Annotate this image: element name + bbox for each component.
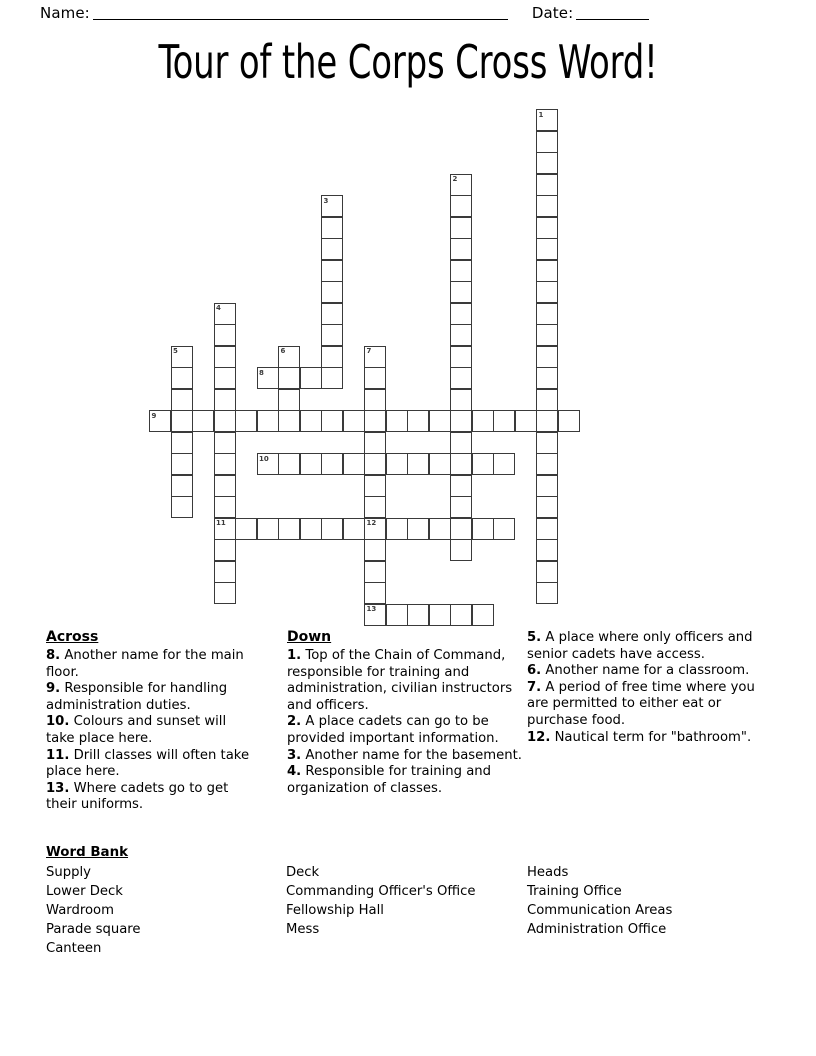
crossword-cell[interactable] <box>536 152 558 174</box>
crossword-cell[interactable] <box>536 217 558 239</box>
clue-across-8[interactable] <box>46 648 258 681</box>
word-bank-item: Fellowship Hall <box>286 903 384 918</box>
clue-number: 8. <box>46 648 61 663</box>
crossword-cell[interactable] <box>171 496 193 518</box>
crossword-cell-number: 3 <box>323 196 329 205</box>
clue-across-9[interactable] <box>46 681 258 714</box>
crossword-cell[interactable] <box>450 260 472 282</box>
clue-text: Drill classes will often take place here. <box>46 747 250 780</box>
crossword-cell[interactable] <box>386 518 408 540</box>
crossword-cell[interactable] <box>515 410 537 432</box>
clue-number: 6. <box>527 663 542 679</box>
crossword-cell[interactable] <box>429 453 451 475</box>
crossword-cell[interactable] <box>536 475 558 497</box>
crossword-cell[interactable] <box>450 432 472 454</box>
clue-across-11[interactable] <box>46 748 258 781</box>
crossword-cell[interactable] <box>235 410 257 432</box>
crossword-cell[interactable] <box>171 346 193 368</box>
crossword-cell[interactable] <box>171 367 193 389</box>
crossword-cell[interactable] <box>364 432 386 454</box>
crossword-cell[interactable] <box>407 410 429 432</box>
clue-down-2[interactable] <box>287 714 522 747</box>
crossword-cell[interactable] <box>536 131 558 153</box>
clue-text: Top of the Chain of Command, responsible for training and administration, civilian instructors and officers. <box>287 648 513 713</box>
crossword-cell[interactable] <box>450 518 472 540</box>
crossword-cell[interactable] <box>364 518 386 540</box>
crossword-cell[interactable] <box>536 346 558 368</box>
crossword-cell[interactable] <box>450 346 472 368</box>
word-bank-item: Canteen <box>46 941 102 956</box>
word-bank-column-3 <box>527 863 777 939</box>
crossword-cell[interactable] <box>450 389 472 411</box>
crossword-cell[interactable] <box>536 582 558 604</box>
down-clues-column-left <box>287 628 522 797</box>
clue-across-10[interactable] <box>46 714 258 747</box>
crossword-cell[interactable] <box>171 453 193 475</box>
crossword-cell[interactable] <box>364 582 386 604</box>
crossword-cell[interactable] <box>450 217 472 239</box>
crossword-cell[interactable] <box>364 561 386 583</box>
crossword-cell[interactable] <box>321 281 343 303</box>
crossword-cell[interactable] <box>214 453 236 475</box>
crossword-cell[interactable] <box>429 604 451 626</box>
crossword-cell[interactable] <box>171 389 193 411</box>
crossword-cell[interactable] <box>536 281 558 303</box>
word-bank-columns <box>46 863 776 963</box>
crossword-cell[interactable] <box>536 303 558 325</box>
crossword-cell-number: 5 <box>173 347 178 355</box>
clue-down-12[interactable] <box>527 730 772 747</box>
crossword-cell[interactable] <box>450 281 472 303</box>
crossword-cell[interactable] <box>278 518 300 540</box>
crossword-cell[interactable] <box>171 432 193 454</box>
clue-text: Where cadets go to get their uniforms. <box>46 780 229 813</box>
crossword-cell[interactable] <box>321 346 343 368</box>
date-label: Date: <box>531 4 574 22</box>
crossword-cell[interactable] <box>321 324 343 346</box>
crossword-cell[interactable] <box>536 109 558 131</box>
crossword-cell[interactable] <box>278 453 300 475</box>
word-bank-item: Mess <box>286 922 320 937</box>
clue-number: 12. <box>527 729 551 745</box>
crossword-cell[interactable] <box>536 518 558 540</box>
clue-number: 13. <box>46 780 70 796</box>
word-bank-item: Administration Office <box>527 922 667 937</box>
clue-down-3[interactable] <box>287 748 522 765</box>
crossword-cell[interactable] <box>214 561 236 583</box>
word-bank-item: Supply <box>46 865 91 880</box>
crossword-cell[interactable] <box>214 475 236 497</box>
crossword-cell[interactable] <box>192 410 214 432</box>
crossword-cell-number: 4 <box>216 304 221 312</box>
crossword-cell[interactable] <box>364 496 386 518</box>
crossword-cell-number: 12 <box>366 519 377 527</box>
crossword-cell[interactable] <box>493 518 515 540</box>
word-bank-item: Deck <box>286 865 320 880</box>
crossword-cell[interactable] <box>321 195 343 217</box>
crossword-cell[interactable] <box>450 238 472 260</box>
crossword-cell-number: 9 <box>151 411 157 420</box>
crossword-cell[interactable] <box>536 539 558 561</box>
crossword-cell[interactable] <box>450 604 472 626</box>
word-bank-item: Communication Areas <box>527 903 673 918</box>
crossword-cell[interactable] <box>214 518 236 540</box>
word-bank-item: Parade square <box>46 922 141 937</box>
crossword-cell[interactable] <box>386 453 408 475</box>
crossword-cell[interactable] <box>407 453 429 475</box>
crossword-cell[interactable] <box>214 346 236 368</box>
clue-down-5[interactable] <box>527 630 772 663</box>
crossword-cell[interactable] <box>300 410 322 432</box>
crossword-cell-number: 10 <box>259 454 269 463</box>
crossword-cell[interactable] <box>364 604 386 626</box>
crossword-cell[interactable] <box>321 367 343 389</box>
clue-number: 10. <box>46 714 70 730</box>
clue-number: 1. <box>287 648 302 663</box>
clue-text: Another name for a classroom. <box>541 663 750 679</box>
clue-across-13[interactable] <box>46 781 258 814</box>
crossword-cell-number: 13 <box>366 605 377 613</box>
crossword-cell[interactable] <box>536 410 558 432</box>
crossword-cell[interactable] <box>407 604 429 626</box>
crossword-cell[interactable] <box>278 410 300 432</box>
crossword-cell[interactable] <box>321 518 343 540</box>
clue-number: 11. <box>46 747 70 763</box>
clue-down-7[interactable] <box>527 680 772 730</box>
clue-down-4[interactable] <box>287 764 522 797</box>
crossword-cell[interactable] <box>214 324 236 346</box>
across-heading: Across <box>46 629 99 645</box>
crossword-cell[interactable] <box>493 410 515 432</box>
clue-text: Another name for the main floor. <box>46 648 244 680</box>
crossword-cell[interactable] <box>386 604 408 626</box>
crossword-cell[interactable] <box>321 260 343 282</box>
down-clues-column-right <box>527 630 772 746</box>
crossword-cell[interactable] <box>343 410 365 432</box>
crossword-cell[interactable] <box>450 303 472 325</box>
page-title: Tour of the Corps Cross Word! <box>158 35 658 89</box>
crossword-cell[interactable] <box>364 539 386 561</box>
clue-number: 2. <box>287 714 302 730</box>
word-bank-item: Commanding Officer's Office <box>286 884 476 899</box>
crossword-cell-number: 1 <box>538 110 544 119</box>
crossword-cell[interactable] <box>493 453 515 475</box>
crossword-cell[interactable] <box>364 367 386 389</box>
crossword-cell[interactable] <box>558 410 580 432</box>
crossword-cell-number: 6 <box>280 347 286 355</box>
crossword-cell[interactable] <box>300 453 322 475</box>
crossword-cell[interactable] <box>472 604 494 626</box>
crossword-cell[interactable] <box>536 174 558 196</box>
crossword-cell[interactable] <box>536 324 558 346</box>
crossword-cell[interactable] <box>472 410 494 432</box>
crossword-cell[interactable] <box>364 346 386 368</box>
crossword-cell[interactable] <box>386 410 408 432</box>
clue-text: Responsible for handling administration duties. <box>46 681 228 713</box>
crossword-cell[interactable] <box>536 389 558 411</box>
crossword-cell[interactable] <box>257 453 279 475</box>
clue-number: 3. <box>287 747 302 763</box>
crossword-cell[interactable] <box>536 195 558 217</box>
clue-text: A place where only officers and senior cadets have access. <box>527 630 753 662</box>
clue-number: 5. <box>527 630 542 645</box>
word-bank-item: Heads <box>527 865 569 880</box>
clue-number: 4. <box>287 764 302 780</box>
crossword-cell[interactable] <box>278 389 300 411</box>
clue-text: A period of free time where you are permitted to either eat or purchase food. <box>527 679 755 728</box>
crossword-cell[interactable] <box>214 496 236 518</box>
crossword-cell[interactable] <box>450 453 472 475</box>
clue-text: Nautical term for "bathroom". <box>550 729 752 745</box>
crossword-cell[interactable] <box>321 303 343 325</box>
crossword-cell[interactable] <box>536 561 558 583</box>
crossword-cell[interactable] <box>257 367 279 389</box>
crossword-cell[interactable] <box>257 518 279 540</box>
crossword-cell[interactable] <box>321 217 343 239</box>
word-bank-item: Training Office <box>527 884 622 899</box>
crossword-cell-number: 8 <box>259 368 264 377</box>
crossword-cell-number: 11 <box>216 519 226 527</box>
crossword-cell[interactable] <box>149 410 171 432</box>
crossword-cell[interactable] <box>450 367 472 389</box>
crossword-cell[interactable] <box>214 389 236 411</box>
crossword-cell[interactable] <box>171 475 193 497</box>
crossword-cell[interactable] <box>343 518 365 540</box>
down-heading: Down <box>287 629 332 645</box>
crossword-cell[interactable] <box>364 410 386 432</box>
clue-number: 9. <box>46 681 61 697</box>
crossword-cell[interactable] <box>300 367 322 389</box>
crossword-cell[interactable] <box>364 475 386 497</box>
crossword-cell[interactable] <box>321 453 343 475</box>
clue-down-6[interactable] <box>527 663 772 680</box>
clues-section <box>0 628 816 838</box>
crossword-cell[interactable] <box>536 238 558 260</box>
across-clues-column <box>46 628 258 814</box>
crossword-cell[interactable] <box>214 432 236 454</box>
word-bank-item: Lower Deck <box>46 884 123 899</box>
crossword-cell[interactable] <box>472 518 494 540</box>
crossword-cell[interactable] <box>450 410 472 432</box>
clue-text: Responsible for training and organization of classes. <box>287 764 492 796</box>
crossword-cell[interactable] <box>300 518 322 540</box>
crossword-cell-number: 2 <box>452 175 458 183</box>
crossword-cell[interactable] <box>450 539 472 561</box>
crossword-cell[interactable] <box>536 367 558 389</box>
word-bank-section <box>46 844 776 963</box>
crossword-cell[interactable] <box>429 410 451 432</box>
crossword-cell[interactable] <box>536 496 558 518</box>
crossword-cell[interactable] <box>450 496 472 518</box>
word-bank-column-2 <box>286 863 526 939</box>
crossword-cell[interactable] <box>472 453 494 475</box>
crossword-cell[interactable] <box>536 432 558 454</box>
name-label: Name: <box>40 4 90 22</box>
crossword-cell[interactable] <box>429 518 451 540</box>
crossword-cell[interactable] <box>407 518 429 540</box>
crossword-cell[interactable] <box>321 410 343 432</box>
crossword-cell[interactable] <box>450 324 472 346</box>
crossword-cell[interactable] <box>450 475 472 497</box>
crossword-cell[interactable] <box>171 410 193 432</box>
crossword-cell[interactable] <box>214 539 236 561</box>
clue-text: Another name for the basement. <box>301 747 522 763</box>
crossword-cell[interactable] <box>214 410 236 432</box>
crossword-cell[interactable] <box>278 367 300 389</box>
clue-text: Colours and sunset will take place here. <box>46 714 227 746</box>
crossword-cell[interactable] <box>278 346 300 368</box>
clue-text: A place cadets can go to be provided important information. <box>287 714 499 746</box>
crossword-cell[interactable] <box>214 303 236 325</box>
crossword-cell[interactable] <box>450 174 472 196</box>
crossword-cell[interactable] <box>536 260 558 282</box>
clue-number: 7. <box>527 679 542 695</box>
word-bank-heading: Word Bank <box>46 845 129 860</box>
word-bank-column-1 <box>46 863 276 958</box>
crossword-cell-number: 7 <box>366 347 372 355</box>
crossword-cell[interactable] <box>364 453 386 475</box>
crossword-cell[interactable] <box>257 410 279 432</box>
word-bank-item: Wardroom <box>46 903 114 918</box>
crossword-cell[interactable] <box>321 238 343 260</box>
clue-down-1[interactable] <box>287 648 522 714</box>
crossword-cell[interactable] <box>214 582 236 604</box>
crossword-cell[interactable] <box>450 195 472 217</box>
crossword-cell[interactable] <box>214 367 236 389</box>
crossword-cell[interactable] <box>343 453 365 475</box>
crossword-cell[interactable] <box>235 518 257 540</box>
crossword-cell[interactable] <box>364 389 386 411</box>
crossword-cell[interactable] <box>536 453 558 475</box>
